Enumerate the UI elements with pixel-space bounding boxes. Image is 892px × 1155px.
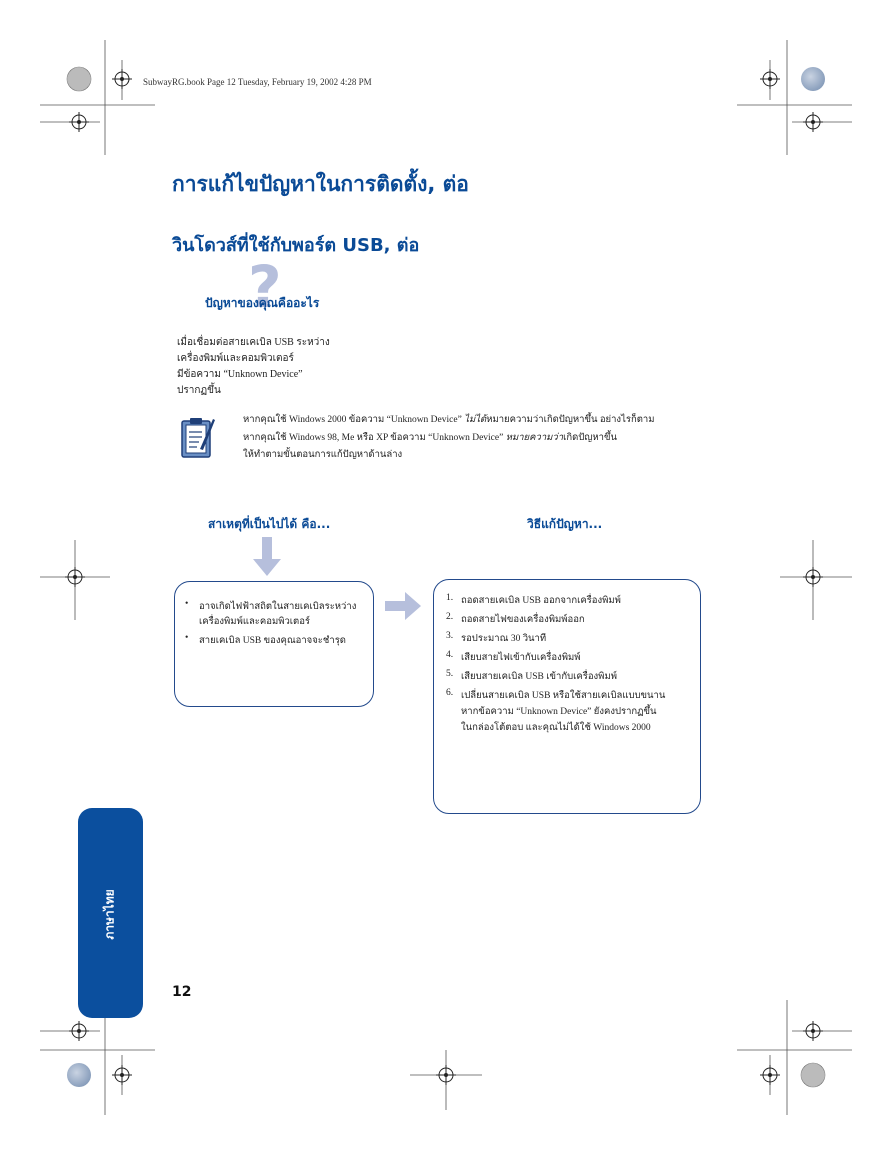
step-text: หากข้อความ “Unknown Device” ยังคงปรากฏขึ้น	[461, 707, 657, 717]
step-number: 6.	[446, 688, 454, 698]
solutions-heading: วิธีแก้ปัญหา...	[527, 517, 603, 531]
step-text: รอประมาณ 30 วินาที	[461, 634, 547, 644]
page-header: SubwayRG.book Page 12 Tuesday, February 19, 2002 4:28 PM	[143, 77, 372, 87]
cause-bullet: •	[185, 599, 189, 609]
note-line: ให้ทำตามขั้นตอนการแก้ปัญหาด้านล่าง	[243, 450, 403, 460]
language-tab-label	[88, 884, 133, 944]
note-text: หากคุณใช้ Windows 98, Me หรือ XP ข้อความ “Unknown Device”	[243, 433, 506, 443]
language-tab-text: ภาษาไทย	[103, 888, 117, 940]
note-line	[243, 412, 654, 427]
solutions-box	[433, 579, 701, 814]
causes-heading: สาเหตุที่เป็นไปได้ คือ...	[208, 517, 331, 531]
note-icon	[180, 413, 216, 459]
problem-line: มีข้อความ “Unknown Device”	[177, 369, 303, 380]
step-number: 3.	[446, 631, 454, 641]
step-number: 1.	[446, 593, 454, 603]
cause-line: เครื่องพิมพ์และคอมพิวเตอร์	[199, 617, 311, 627]
down-arrow-icon	[252, 537, 282, 577]
cause-line: สายเคเบิล USB ของคุณอาจจะชำรุด	[199, 636, 346, 646]
note-emphasis: หมายความว่า	[505, 433, 564, 443]
step-number: 4.	[446, 650, 454, 660]
problem-heading: ปัญหาของคุณคืออะไร	[205, 296, 320, 310]
question-mark-icon: ?	[248, 253, 282, 321]
note-line	[243, 430, 617, 445]
problem-line: เมื่อเชื่อมต่อสายเคเบิล USB ระหว่าง	[177, 337, 330, 348]
step-number: 5.	[446, 669, 454, 679]
cause-bullet: •	[185, 633, 189, 643]
note-text: หมายความว่าเกิดปัญหาขึ้น อย่างไรก็ตาม	[486, 415, 655, 425]
step-text: ในกล่องโต้ตอบ และคุณไม่ได้ใช้ Windows 2000	[461, 723, 651, 733]
problem-line: ปรากฏขึ้น	[177, 385, 221, 396]
note-emphasis: ไม่ได้	[464, 415, 487, 425]
step-text: เสียบสายเคเบิล USB เข้ากับเครื่องพิมพ์	[461, 672, 617, 682]
cause-line: อาจเกิดไฟฟ้าสถิตในสายเคเบิลระหว่าง	[199, 602, 357, 612]
right-arrow-icon	[385, 592, 421, 620]
note-text: เกิดปัญหาขึ้น	[563, 433, 617, 443]
page-number: 12	[172, 984, 192, 1000]
step-text: ถอดสายเคเบิล USB ออกจากเครื่องพิมพ์	[461, 596, 621, 606]
step-text: เปลี่ยนสายเคเบิล USB หรือใช้สายเคเบิลแบบขนาน	[461, 691, 666, 701]
step-text: เสียบสายไฟเข้ากับเครื่องพิมพ์	[461, 653, 581, 663]
step-text: ถอดสายไฟของเครื่องพิมพ์ออก	[461, 615, 585, 625]
step-number: 2.	[446, 612, 454, 622]
problem-line: เครื่องพิมพ์และคอมพิวเตอร์	[177, 353, 294, 364]
section-subtitle: วินโดวส์ที่ใช้กับพอร์ต USB, ต่อ	[172, 235, 420, 256]
note-text: หากคุณใช้ Windows 2000 ข้อความ “Unknown Device”	[243, 415, 465, 425]
causes-box	[174, 581, 374, 707]
page-title: การแก้ไขปัญหาในการติดตั้ง, ต่อ	[172, 172, 469, 196]
